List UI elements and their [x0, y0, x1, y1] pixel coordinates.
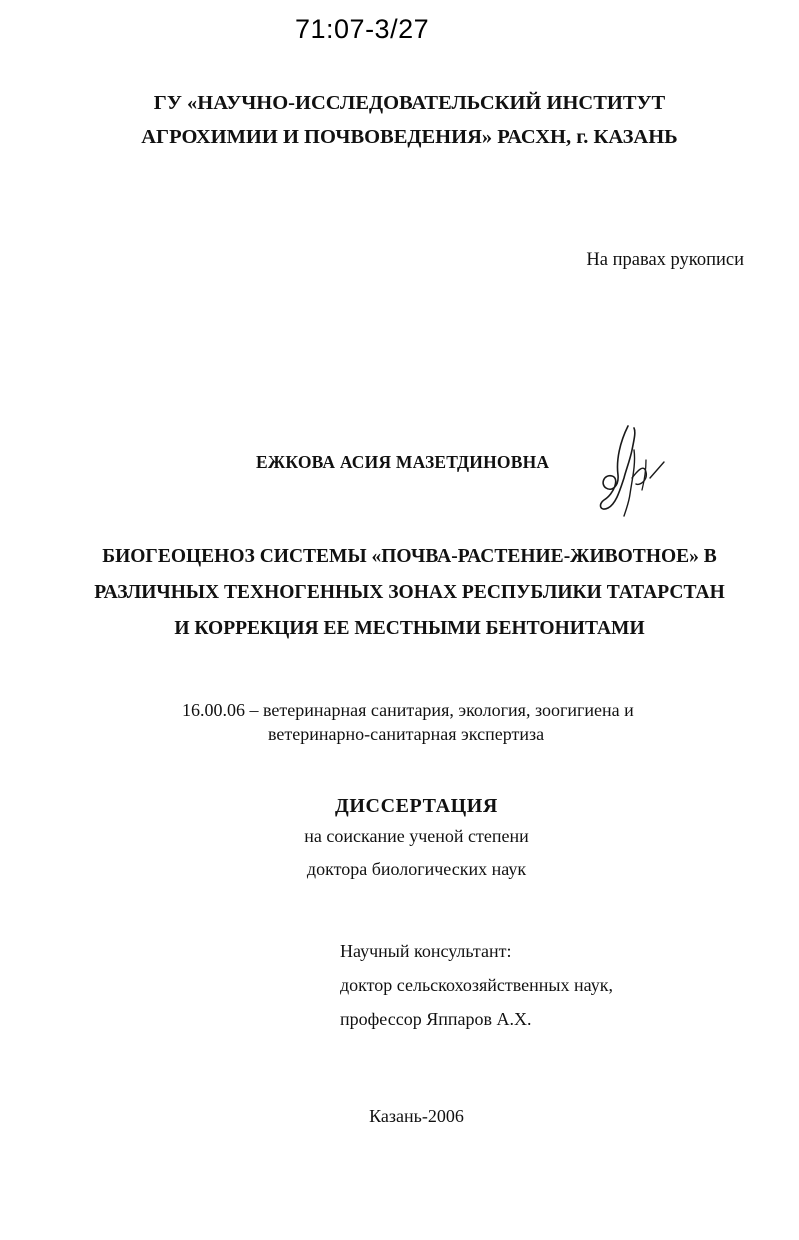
scientific-consultant [340, 934, 613, 1036]
title-line-2: РАЗЛИЧНЫХ ТЕХНОГЕННЫХ ЗОНАХ РЕСПУБЛИКИ ТАТАРСТАН [94, 582, 725, 603]
institution-line-1: ГУ «НАУЧНО-ИССЛЕДОВАТЕЛЬСКИЙ ИНСТИТУТ [153, 92, 666, 114]
title-line-1: БИОГЕОЦЕНОЗ СИСТЕМЫ «ПОЧВА-РАСТЕНИЕ-ЖИВОТНОЕ» В [102, 546, 717, 567]
shelfmark-number: 71:07-3/27 [295, 14, 430, 44]
specialty-line-1: 16.00.06 – ветеринарная санитария, экология, зоогигиена и [182, 700, 634, 720]
dissertation-title [0, 539, 799, 647]
dissertation-heading: ДИССЕРТАЦИЯ [335, 795, 498, 817]
city-year: Казань-2006 [369, 1106, 464, 1126]
specialty-code [182, 698, 634, 746]
rights-note: На правах рукописи [586, 250, 744, 270]
specialty-line-2: ветеринарно-санитарная экспертиза [268, 724, 545, 744]
author-name: ЕЖКОВА АСИЯ МАЗЕТДИНОВНА [256, 452, 550, 472]
institution-line-2: АГРОХИМИИ И ПОЧВОВЕДЕНИЯ» РАСХН, г. КАЗАНЬ [141, 126, 678, 148]
degree-line-2: доктора биологических наук [306, 859, 527, 879]
consultant-name: профессор Яппаров А.Х. [340, 1009, 532, 1029]
consultant-label: Научный консультант: [340, 941, 512, 961]
dissertation-block [0, 792, 799, 886]
handwritten-signature [590, 420, 670, 530]
institution-name [0, 86, 799, 154]
title-line-3: И КОРРЕКЦИЯ ЕЕ МЕСТНЫМИ БЕНТОНИТАМИ [174, 618, 645, 639]
degree-line-1: на соискание ученой степени [304, 826, 529, 846]
consultant-degree: доктор сельскохозяйственных наук, [340, 975, 613, 995]
